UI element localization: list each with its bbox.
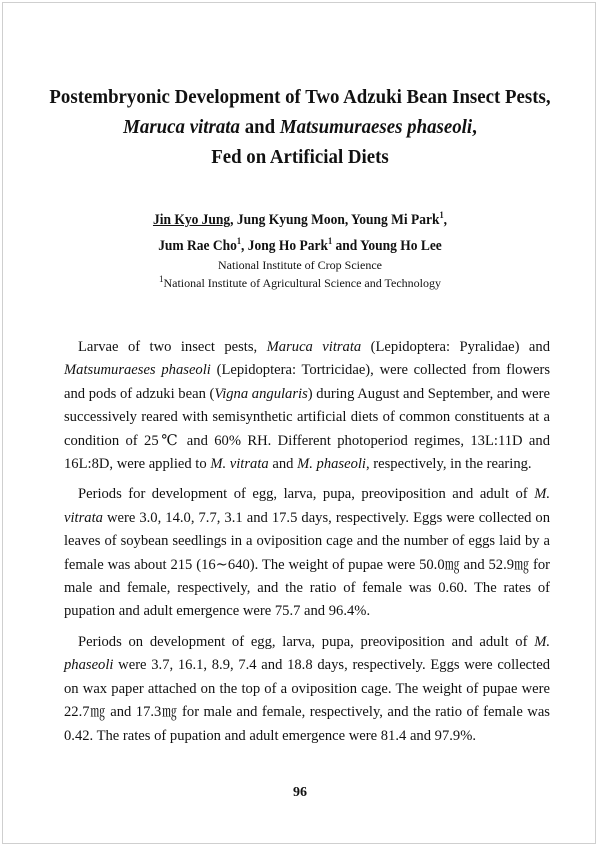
paper-title xyxy=(24,82,576,172)
paragraph-3 xyxy=(64,631,550,748)
author-name: and Young Ho Lee xyxy=(332,238,442,254)
text: were 3.0, 14.0, 7.7, 3.1 and 17.5 days, respectively. Eggs were collected on leaves of soybean seedlings in a oviposition cage and the number of eggs laid by a female was about 215 (16∼640). The weight of pupae were 50.0㎎ and 52.9㎎ for male and female, respectively, and the ratio of female was 0.60. The rates of pupation and adult emergence were 75.7 and 96.4%. xyxy=(64,509,550,620)
species-name: Maruca vitrata xyxy=(266,339,362,355)
species-name: M. phaseoli xyxy=(297,456,366,473)
author-affil-mark: 1 xyxy=(236,236,242,247)
author-affil-mark: 1 xyxy=(439,210,444,221)
title-line-2 xyxy=(24,112,576,142)
text: and xyxy=(268,456,298,473)
paragraph-2 xyxy=(64,483,550,623)
author-line-1 xyxy=(21,207,579,233)
affiliation-2 xyxy=(0,274,600,292)
title-conjunction: and xyxy=(244,116,276,138)
text: were 3.7, 16.1, 8.9, 7.4 and 18.8 days, respectively. Eggs were collected on wax paper attached on the top of a oviposition cage. The weight of pupae were 22.7㎎ and 17.3㎎ for male and female, respectively, and the ratio of female was 0.42. The rates of pupation and adult emergence were 81.4 and 97.9%. xyxy=(64,657,550,744)
author-list xyxy=(21,207,579,259)
affiliation-1: National Institute of Crop Science xyxy=(218,258,382,272)
author-names-1: , Jung Kyung Moon, Young Mi Park xyxy=(230,212,440,228)
author-name: , Jong Ho Park xyxy=(241,238,328,254)
title-species-2: Matsumuraeses phaseoli xyxy=(279,116,473,138)
text: , respectively, in the rearing. xyxy=(365,456,532,473)
species-name: Matsumuraeses phaseoli xyxy=(64,362,211,379)
species-name: M. vitrata xyxy=(64,486,550,526)
text: (Lepidoptera: Pyralidae) and xyxy=(361,339,550,355)
paragraph-1 xyxy=(64,336,550,476)
page-number: 96 xyxy=(293,785,307,800)
title-line-3: Fed on Artificial Diets xyxy=(211,146,389,168)
affiliation-2-text: National Institute of Agricultural Science and Technology xyxy=(163,276,442,290)
author-affil-mark: 1 xyxy=(327,236,333,247)
text: Periods for development of egg, larva, pupa, preoviposition and adult of xyxy=(78,486,535,503)
abstract-body xyxy=(64,336,550,755)
author-name: Jum Rae Cho xyxy=(158,238,237,254)
species-name: Vigna angularis xyxy=(214,385,308,402)
title-species-1: Maruca vitrata xyxy=(123,116,240,138)
title-comma: , xyxy=(472,116,477,138)
corresponding-author: Jin Kyo Jung xyxy=(152,212,231,228)
species-name: M. vitrata xyxy=(210,456,269,473)
text: ) during August and September, and were successively reared with semisynthetic artificial diets of common constituents at a condition of 25℃ and 60% RH. Different photoperiod regimes, 13L:11D and 16L:8D, were applied to xyxy=(64,385,550,473)
text: Periods on development of egg, larva, pupa, preoviposition and adult of xyxy=(78,633,535,650)
text: (Lepidoptera: Tortricidae), were collected from flowers and pods of adzuki bean ( xyxy=(64,362,550,402)
title-line-1: Postembryonic Development of Two Adzuki Bean Insect Pests, xyxy=(49,86,551,108)
author-sep: , xyxy=(443,212,448,228)
species-name: M. phaseoli xyxy=(64,633,550,674)
affiliation-mark: 1 xyxy=(158,274,164,284)
text: Larvae of two insect pests, xyxy=(78,339,267,355)
